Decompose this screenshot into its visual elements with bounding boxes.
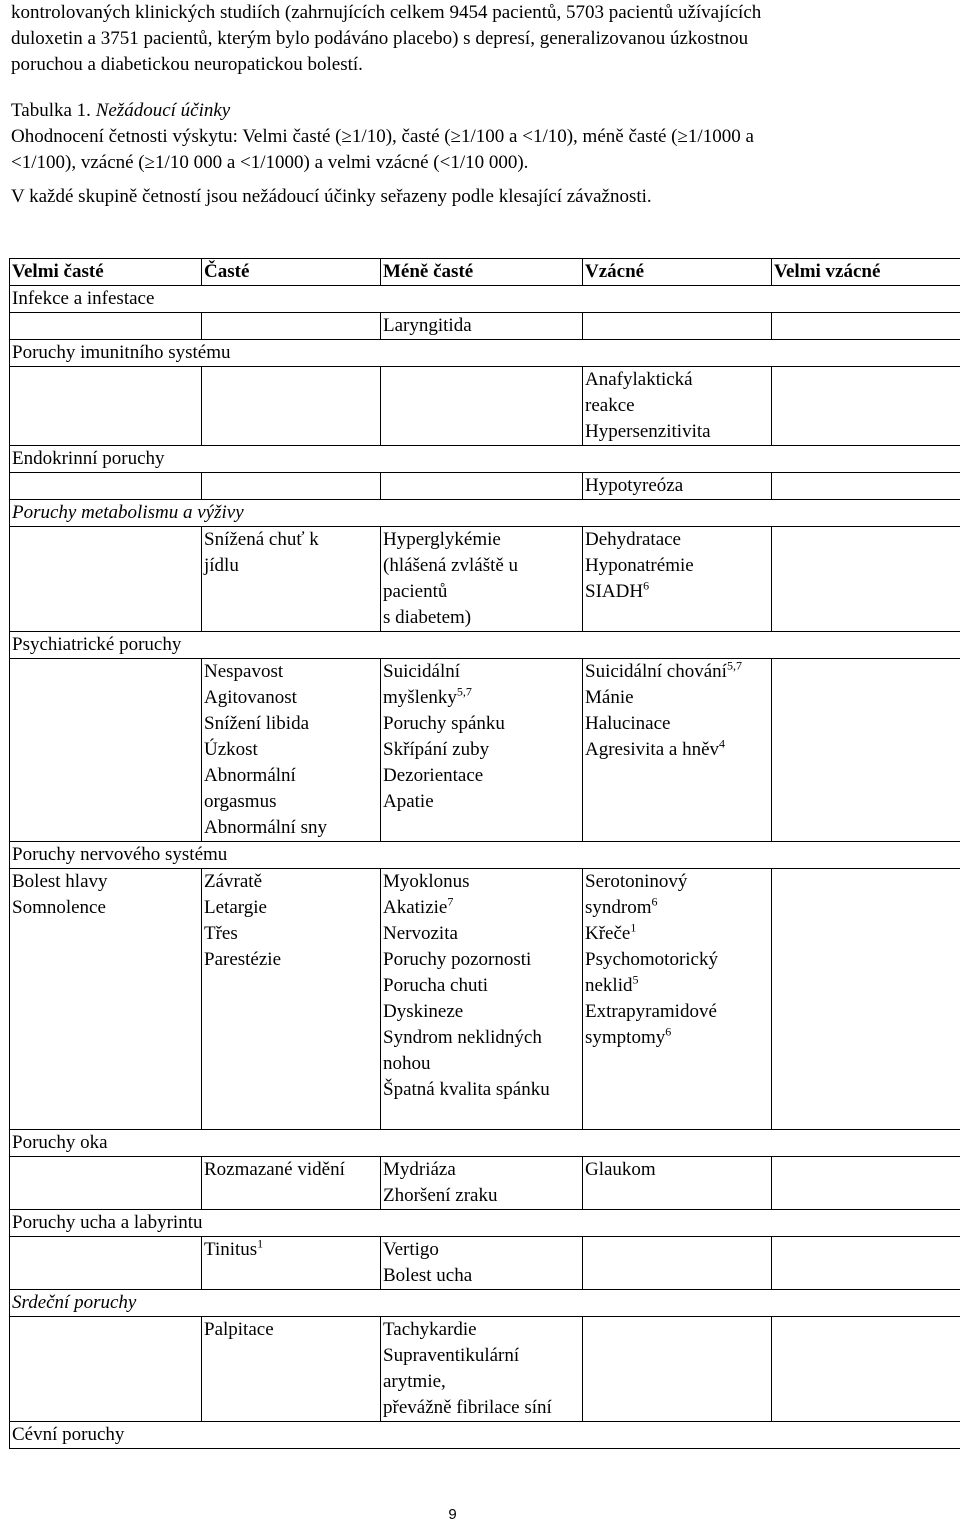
effect-item: Snížená chuť k <box>204 529 319 550</box>
effect-item: Nespavost <box>204 661 284 682</box>
footnote-ref: 6 <box>651 894 658 909</box>
effect-item: Hypotyreóza <box>585 475 684 496</box>
footnote-ref: 6 <box>643 578 650 593</box>
cell-uncommon <box>381 1237 583 1290</box>
effect-item: jídlu <box>204 555 239 576</box>
table-row <box>10 313 960 340</box>
cell-common <box>202 367 381 446</box>
effect-item: Parestézie <box>204 949 282 970</box>
effect-item: Třes <box>204 923 238 944</box>
cell-uncommon <box>381 659 583 842</box>
cell-very-rare <box>772 527 960 632</box>
page-number: 9 <box>448 1506 457 1523</box>
effect-item: Anafylaktická <box>585 369 693 390</box>
table-row <box>10 1317 960 1422</box>
table-row <box>10 527 960 632</box>
effect-text: SIADH <box>585 581 644 602</box>
effect-item: Suicidální <box>383 661 461 682</box>
cell-common <box>202 527 381 632</box>
effect-item: Mydriáza <box>383 1159 456 1180</box>
header-uncommon: Méně časté <box>381 259 583 286</box>
frequency-definition <box>11 124 951 176</box>
category-row <box>10 1290 960 1317</box>
effect-text: symptomy <box>585 1027 666 1048</box>
effect-item: Hypersenzitivita <box>585 421 711 442</box>
cell-uncommon <box>381 1157 583 1210</box>
effect-item: Dezorientace <box>383 765 484 786</box>
effect-item: Syndrom neklidných <box>383 1027 542 1048</box>
cell-very-rare <box>772 473 960 500</box>
effect-item: Extrapyramidové <box>585 1001 717 1022</box>
effect-item: Bolest hlavy <box>12 871 108 892</box>
effect-item: Supraventikulární <box>383 1345 520 1366</box>
cell-rare <box>583 367 772 446</box>
effect-text: neklid <box>585 975 633 996</box>
category-psychiatric: Psychiatrické poruchy <box>10 632 960 659</box>
cell-common <box>202 1157 381 1210</box>
table-row <box>10 367 960 446</box>
cell-uncommon <box>381 473 583 500</box>
footnote-ref: 4 <box>719 736 726 751</box>
effect-item: Dehydratace <box>585 529 681 550</box>
cell-very-rare <box>772 313 960 340</box>
table-row <box>10 1157 960 1210</box>
effect-item: nohou <box>383 1053 431 1074</box>
category-vascular: Cévní poruchy <box>10 1422 960 1449</box>
table-caption <box>11 98 951 124</box>
footnote-ref: 7 <box>447 894 454 909</box>
effect-item <box>383 685 580 711</box>
cell-uncommon <box>381 313 583 340</box>
effect-item: Úzkost <box>204 739 258 760</box>
effect-item: arytmie, <box>383 1371 446 1392</box>
effect-item: Mánie <box>585 687 634 708</box>
category-row <box>10 842 960 869</box>
category-row <box>10 1210 960 1237</box>
effect-item: Apatie <box>383 791 434 812</box>
category-ear: Poruchy ucha a labyrintu <box>10 1210 960 1237</box>
cell-common <box>202 1317 381 1422</box>
header-rare: Vzácné <box>583 259 772 286</box>
effect-text: Akatizie <box>383 897 448 918</box>
footnote-ref: 1 <box>630 920 637 935</box>
footnote-ref: 6 <box>665 1024 672 1039</box>
effect-item: Myoklonus <box>383 871 470 892</box>
cell-rare <box>583 527 772 632</box>
effect-item: Špatná kvalita spánku <box>383 1079 550 1100</box>
effect-item: Závratě <box>204 871 263 892</box>
cell-very-common <box>10 1237 202 1290</box>
table-row <box>10 659 960 842</box>
header-very-common: Velmi časté <box>10 259 202 286</box>
cell-uncommon <box>381 527 583 632</box>
effect-text: Agresivita a hněv <box>585 739 720 760</box>
cell-rare <box>583 1157 772 1210</box>
category-row <box>10 500 960 527</box>
cell-very-rare <box>772 367 960 446</box>
effect-item: Tachykardie <box>383 1319 477 1340</box>
effect-item: Glaukom <box>585 1159 656 1180</box>
effect-item: Zhoršení zraku <box>383 1185 498 1206</box>
effect-text: Křeče <box>585 923 631 944</box>
cell-very-common <box>10 1157 202 1210</box>
cell-rare <box>583 313 772 340</box>
cell-very-rare <box>772 1317 960 1422</box>
cell-common <box>202 659 381 842</box>
cell-very-common <box>10 367 202 446</box>
cell-very-common <box>10 313 202 340</box>
effect-item: s diabetem) <box>383 607 472 628</box>
cell-rare <box>583 659 772 842</box>
effect-item: Abnormální <box>204 765 296 786</box>
effect-item: Nervozita <box>383 923 458 944</box>
effect-item <box>585 973 769 999</box>
cell-rare <box>583 1317 772 1422</box>
effect-item: Bolest ucha <box>383 1265 473 1286</box>
effect-item: Skřípání zuby <box>383 739 490 760</box>
cell-very-common <box>10 869 202 1130</box>
cell-very-common <box>10 473 202 500</box>
category-row <box>10 1130 960 1157</box>
footnote-ref: 1 <box>257 1236 264 1251</box>
header-very-rare: Velmi vzácné <box>772 259 960 286</box>
category-row <box>10 446 960 473</box>
effect-item: Porucha chuti <box>383 975 489 996</box>
lead-line: kontrolovaných klinických studiích (zahrnujících celkem 9454 pacientů, 5703 pacientů užívajících <box>11 2 762 23</box>
sorting-note: V každé skupině četností jsou nežádoucí účinky seřazeny podle klesající závažnosti. <box>11 186 652 207</box>
effect-item: Abnormální sny <box>204 817 327 838</box>
effect-item: Agitovanost <box>204 687 297 708</box>
table-row <box>10 473 960 500</box>
cell-rare <box>583 1237 772 1290</box>
effect-item: Vertigo <box>383 1239 439 1260</box>
effect-item <box>585 1025 769 1051</box>
cell-rare <box>583 473 772 500</box>
adverse-effects-table <box>9 258 960 1449</box>
table-row <box>10 1237 960 1290</box>
lead-line: duloxetin a 3751 pacientů, kterým bylo podáváno placebo) s depresí, generalizovanou úzkostnou <box>11 28 749 49</box>
effect-item: Halucinace <box>585 713 671 734</box>
cell-very-common <box>10 1317 202 1422</box>
effect-item: (hlášená zvláště u <box>383 555 519 576</box>
effect-item: Palpitace <box>204 1319 274 1340</box>
effect-item <box>585 579 769 605</box>
cell-very-rare <box>772 1237 960 1290</box>
effect-item <box>585 737 769 763</box>
effect-item: Dyskineze <box>383 1001 464 1022</box>
category-cardiac: Srdeční poruchy <box>10 1290 960 1317</box>
cell-common <box>202 473 381 500</box>
effect-item: Letargie <box>204 897 267 918</box>
effect-item: převážně fibrilace síní <box>383 1397 552 1418</box>
effect-item: orgasmus <box>204 791 277 812</box>
effect-item <box>585 921 769 947</box>
effect-item: reakce <box>585 395 635 416</box>
effect-item: Hyponatrémie <box>585 555 694 576</box>
frequency-line: Ohodnocení četnosti výskytu: Velmi časté (≥1/10), časté (≥1/100 a <1/10), méně časté (≥1/1000 a <box>11 126 754 147</box>
table-header-row <box>10 259 960 286</box>
effect-text: syndrom <box>585 897 652 918</box>
effect-item: Laryngitida <box>383 315 472 336</box>
lead-line: poruchou a diabetickou neuropatickou bolestí. <box>11 54 363 75</box>
cell-uncommon <box>381 1317 583 1422</box>
category-endocrine: Endokrinní poruchy <box>10 446 960 473</box>
category-row <box>10 1422 960 1449</box>
effect-item <box>585 895 769 921</box>
category-row <box>10 340 960 367</box>
effect-item: Hyperglykémie <box>383 529 501 550</box>
effect-item: Poruchy spánku <box>383 713 505 734</box>
effect-item: Somnolence <box>12 897 106 918</box>
table-row <box>10 869 960 1130</box>
cell-common <box>202 869 381 1130</box>
effect-item: Rozmazané vidění <box>204 1159 345 1180</box>
effect-text: Suicidální chování <box>585 661 727 682</box>
frequency-line: <1/100), vzácné (≥1/10 000 a <1/1000) a velmi vzácné (<1/10 000). <box>11 152 529 173</box>
category-row <box>10 286 960 313</box>
effect-item: Snížení libida <box>204 713 310 734</box>
category-metabolism: Poruchy metabolismu a výživy <box>10 500 960 527</box>
cell-very-common <box>10 659 202 842</box>
caption-title: Nežádoucí účinky <box>95 100 231 121</box>
caption-label: Tabulka 1. <box>11 100 96 121</box>
category-immune: Poruchy imunitního systému <box>10 340 960 367</box>
effect-item: Serotoninový <box>585 871 688 892</box>
cell-very-rare <box>772 869 960 1130</box>
category-eye: Poruchy oka <box>10 1130 960 1157</box>
category-nervous: Poruchy nervového systému <box>10 842 960 869</box>
effect-item: pacientů <box>383 581 448 602</box>
cell-common <box>202 313 381 340</box>
category-infection: Infekce a infestace <box>10 286 960 313</box>
cell-common <box>202 1237 381 1290</box>
cell-very-rare <box>772 1157 960 1210</box>
cell-very-rare <box>772 659 960 842</box>
cell-uncommon <box>381 869 583 1130</box>
lead-paragraph <box>11 0 951 78</box>
footnote-ref: 5,7 <box>456 684 472 699</box>
effect-text: Tinitus <box>204 1239 258 1260</box>
effect-item <box>383 895 580 921</box>
intro-text <box>11 0 951 210</box>
effect-item: Psychomotorický <box>585 949 718 970</box>
effect-item: Poruchy pozornosti <box>383 949 532 970</box>
header-common: Časté <box>202 259 381 286</box>
category-row <box>10 632 960 659</box>
cell-uncommon <box>381 367 583 446</box>
footnote-ref: 5,7 <box>726 658 742 673</box>
effect-item <box>585 659 769 685</box>
cell-rare <box>583 869 772 1130</box>
cell-very-common <box>10 527 202 632</box>
footnote-ref: 5 <box>632 972 639 987</box>
effect-text: myšlenky <box>383 687 457 708</box>
